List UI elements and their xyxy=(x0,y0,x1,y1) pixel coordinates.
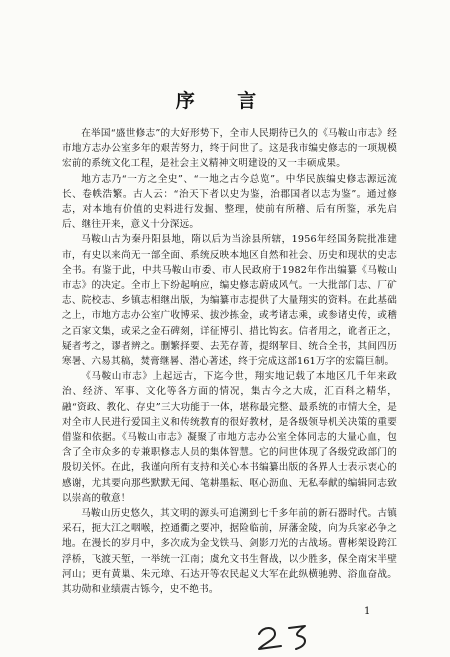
paragraph: 在举国“盛世修志”的大好形势下，全市人民期待已久的《马鞍山市志》经市地方志办公室多年的艰苦努力，终于问世了。这是我市编史修志的一项规模宏前的系统文化工程，是社会主义精神文明建设的又一丰硕成果。 xyxy=(62,128,397,170)
handwritten-page-mark xyxy=(255,622,325,652)
paragraph: 地方志乃“一方之全史”、“一地之古今总览”。中华民族编史修志源远流长、卷帙浩繁。古人云：“治天下者以史为鉴，治郡国者以志为鉴”。通过修志，对本地有价值的史料进行发掘、整理，使前有所稽、后有所鉴，承先启后、继往开来，意义十分深远。 xyxy=(62,173,397,231)
paragraph: 《马鞍山市志》上起远古，下迄今世，翔实地记载了本地区几千年来政治、经济、军事、文化等各方面的情况，集古今之大成，汇百科之精华，融“资政、教化、存史”三大功能于一体，堪称最完整、最系统的市情大全，是对全市人民进行爱国主义和传统教育的很好教材，是各级领导机关决策的重要借鉴和依据。《马鞍山市志》凝聚了市地方志办公室全体同志的大量心血，包含了全市众多的专兼职修志人员的集体智慧。它的问世体现了各级党政部门的殷切关怀。在此，我谨向所有支持和关心本书编纂出版的各界人士表示衷心的感谢，尤其要向那些默默无闻、笔耕墨耘、呕心沥血、无私奉献的编辑同志致以崇高的敬意！ xyxy=(62,371,397,504)
paragraph: 马鞍山古为秦丹阳县地，隋以后为当涂县所辖，1956年经国务院批准建市，有史以来尚无一部全面、系统反映本地区自然和社会、历史和现状的史志全书。有鉴于此，中共马鞍山市委、市人民政府于1982年作出编纂《马鞍山市志》的决定。全市上下纷起响应，编史修志蔚成风气。一大批部门志、厂矿志、院校志、乡镇志相继出版，为编纂市志提供了大量翔实的资料。在此基础之上，市地方志办公室广收博采、拔沙拣金，或考诸志乘，或参诸史传，或稽之百家文集，或采之金石碑刻，详征博引、措比钩玄。信者用之，讹者正之，疑者考之，谬者辨之。删繁择要、去芜存菁，提纲挈目、统合全书，其间四历寒暑、六易其稿，焚膏继晷、潜心著述，终于完成这部161万字的宏篇巨制。 xyxy=(62,234,397,368)
page-title: 序 言 xyxy=(175,90,275,112)
preface-body xyxy=(62,126,397,597)
page-number: 1 xyxy=(364,606,371,617)
paragraph: 马鞍山历史悠久，其文明的源头可追溯到七千多年前的新石器时代。古镇采石，扼大江之咽喉，控通衢之要冲，据险临前，屏藩金陵，向为兵家必争之地。在漫长的岁月中，多次成为金戈铁马、剑影刀光的古战场。曹彬架设跨江浮桥，飞渡天堑，一举统一江南；虞允文书生督战，以少胜多，保全南宋半壁河山；更有黄巢、朱元璋、石达开等农民起义大军在此纵横驰骋、浴血奋战。其功勋和业绩震古铄今，史不绝书。 xyxy=(62,508,397,596)
